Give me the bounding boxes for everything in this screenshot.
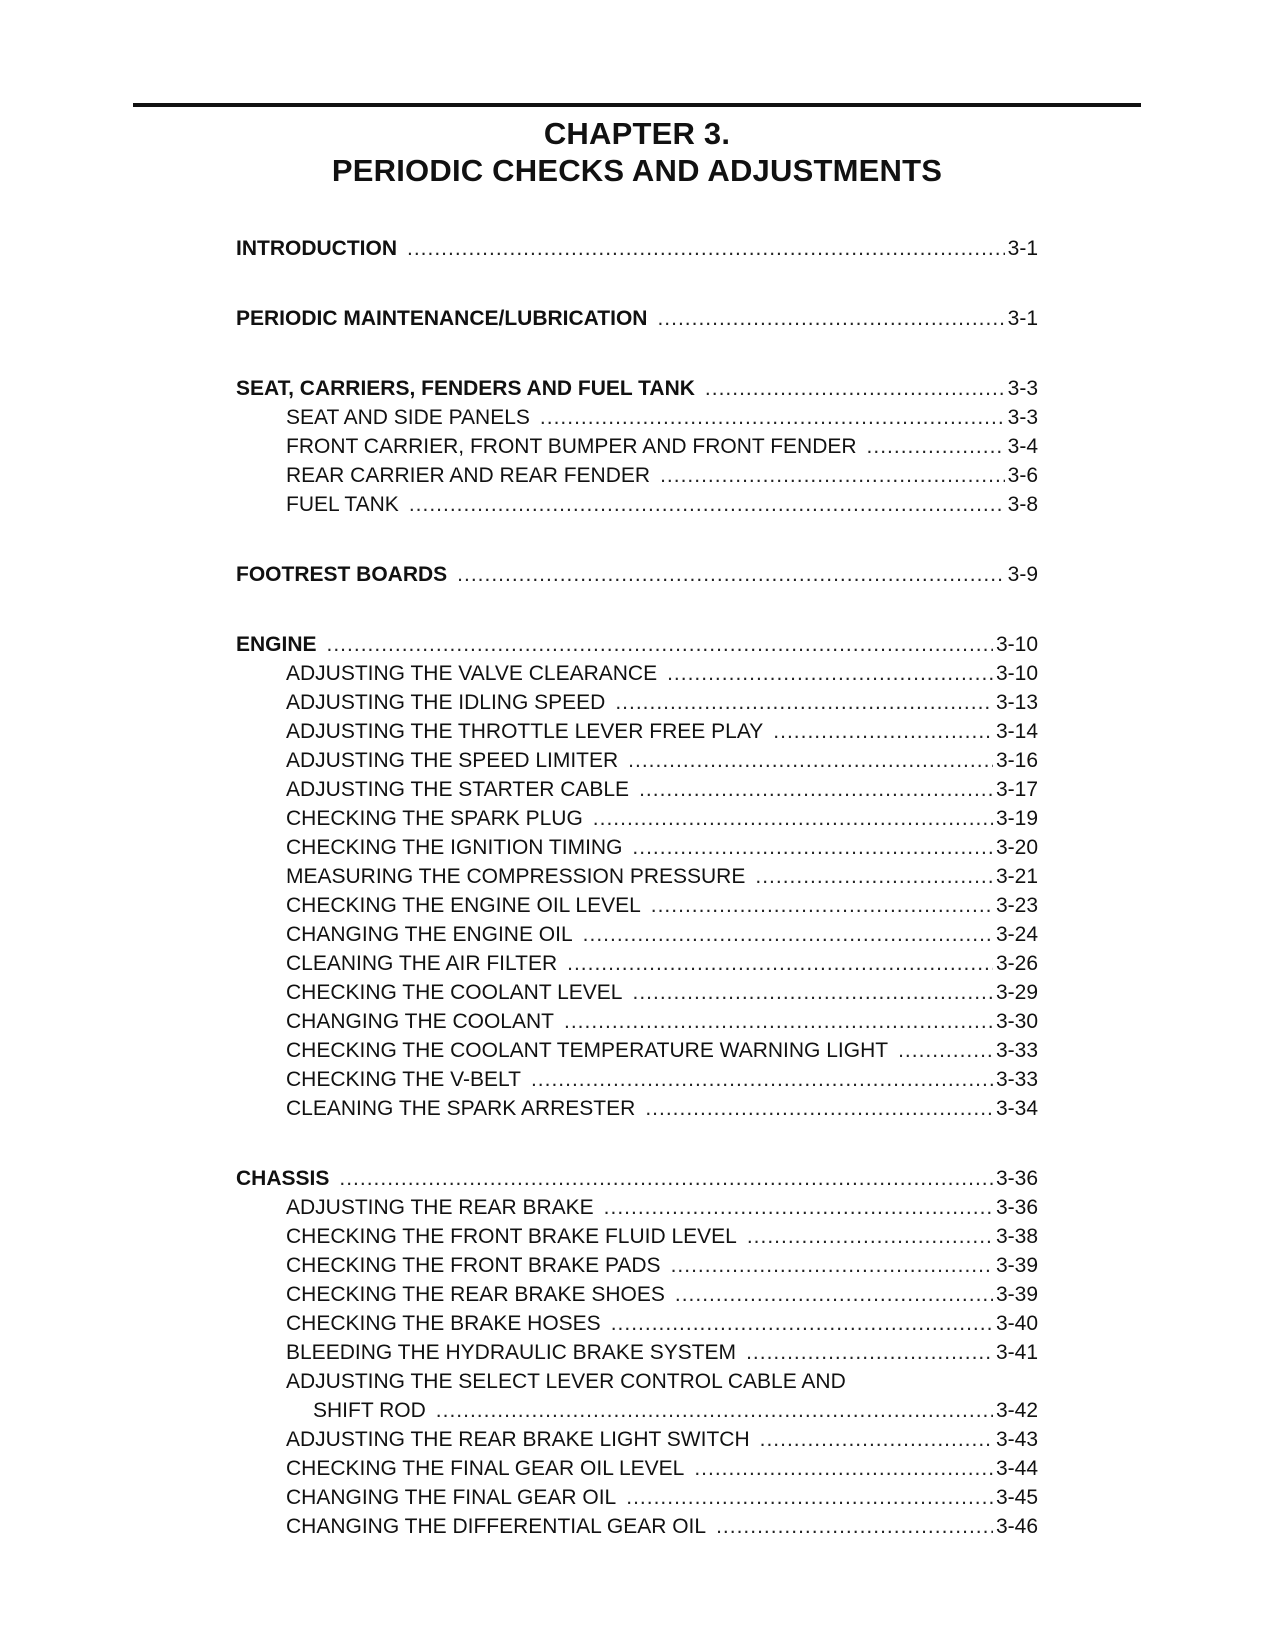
- dot-leader: [639, 775, 993, 804]
- dot-leader: [436, 1396, 993, 1425]
- chapter-number: CHAPTER 3.: [543, 116, 731, 151]
- toc-entry-label: CHECKING THE FRONT BRAKE FLUID LEVEL: [286, 1225, 737, 1248]
- toc-entry-page: 3-33: [995, 1039, 1038, 1062]
- toc-entry[interactable]: [236, 1036, 1038, 1065]
- dot-leader: [327, 630, 993, 659]
- dot-leader: [564, 1007, 993, 1036]
- toc-entry[interactable]: [236, 1007, 1038, 1036]
- toc-entry-page: 3-45: [995, 1486, 1038, 1509]
- toc-entry[interactable]: [236, 920, 1038, 949]
- dot-leader: [593, 804, 993, 833]
- toc-entry[interactable]: [236, 1367, 1038, 1396]
- toc-entry-page: 3-36: [995, 1167, 1038, 1190]
- toc-entry-label: ADJUSTING THE SPEED LIMITER: [286, 749, 619, 772]
- toc-entry-label: ADJUSTING THE IDLING SPEED: [286, 691, 606, 714]
- toc-entry-label: REAR CARRIER AND REAR FENDER: [286, 464, 651, 487]
- toc-section: [236, 234, 1038, 263]
- toc-entry-label: INTRODUCTION: [236, 237, 397, 260]
- toc-entry[interactable]: [236, 403, 1038, 432]
- dot-leader: [657, 304, 1004, 333]
- toc-entry-label: PERIODIC MAINTENANCE/LUBRICATION: [236, 307, 648, 330]
- toc-entry-label: ADJUSTING THE VALVE CLEARANCE: [286, 662, 658, 685]
- chapter-title: PERIODIC CHECKS AND ADJUSTMENTS: [331, 153, 943, 188]
- dot-leader: [531, 1065, 993, 1094]
- toc-entry[interactable]: [236, 1309, 1038, 1338]
- toc-section-heading[interactable]: [236, 1164, 1038, 1193]
- toc-entry[interactable]: [236, 775, 1038, 804]
- toc-entry[interactable]: [236, 804, 1038, 833]
- toc-entry[interactable]: [236, 432, 1038, 461]
- toc-entry[interactable]: [236, 659, 1038, 688]
- dot-leader: [667, 659, 993, 688]
- toc-entry[interactable]: [236, 1222, 1038, 1251]
- toc-entry-label: ADJUSTING THE SELECT LEVER CONTROL CABLE AND: [286, 1370, 846, 1393]
- toc-entry-label: ADJUSTING THE THROTTLE LEVER FREE PLAY: [286, 720, 764, 743]
- dot-leader: [675, 1280, 993, 1309]
- dot-leader: [746, 1338, 993, 1367]
- toc-entry[interactable]: [236, 490, 1038, 519]
- dot-leader: [755, 862, 993, 891]
- toc-entry-page: 3-10: [995, 662, 1038, 685]
- toc-entry-page: 3-3: [1007, 377, 1038, 400]
- toc-entry-page: 3-23: [995, 894, 1038, 917]
- dot-leader: [660, 461, 1005, 490]
- toc-entry-label: CHECKING THE REAR BRAKE SHOES: [286, 1283, 665, 1306]
- toc-entry-page: 3-29: [995, 981, 1038, 1004]
- toc-entry-label: CHANGING THE DIFFERENTIAL GEAR OIL: [286, 1515, 707, 1538]
- toc-entry-label: CHECKING THE ENGINE OIL LEVEL: [286, 894, 641, 917]
- toc-entry-label: CHECKING THE BRAKE HOSES: [286, 1312, 601, 1335]
- toc-entry-page: 3-33: [995, 1068, 1038, 1091]
- toc-entry-label: CLEANING THE AIR FILTER: [286, 952, 558, 975]
- dot-leader: [867, 432, 1005, 461]
- dot-leader: [407, 234, 1005, 263]
- dot-leader: [705, 374, 1005, 403]
- toc-section-heading[interactable]: [236, 630, 1038, 659]
- toc-entry[interactable]: [236, 1065, 1038, 1094]
- toc-entry-page: 3-21: [995, 865, 1038, 888]
- toc-entry[interactable]: [236, 461, 1038, 490]
- toc-entry-page: 3-1: [1007, 307, 1038, 330]
- dot-leader: [773, 717, 993, 746]
- dot-leader: [626, 1483, 993, 1512]
- toc-section: [236, 560, 1038, 589]
- toc-entry-label: CHANGING THE FINAL GEAR OIL: [286, 1486, 617, 1509]
- toc-entry[interactable]: [236, 1454, 1038, 1483]
- dot-leader: [615, 688, 993, 717]
- toc-entry-page: 3-17: [995, 778, 1038, 801]
- toc-entry-label: SEAT, CARRIERS, FENDERS AND FUEL TANK: [236, 377, 695, 400]
- dot-leader: [567, 949, 993, 978]
- toc-section: [236, 374, 1038, 519]
- toc-entry-continuation[interactable]: [236, 1396, 1038, 1425]
- toc-entry-page: 3-14: [995, 720, 1038, 743]
- toc-entry-page: 3-44: [995, 1457, 1038, 1480]
- toc-entry[interactable]: [236, 717, 1038, 746]
- toc-entry-page: 3-4: [1007, 435, 1038, 458]
- toc-entry-page: 3-6: [1007, 464, 1038, 487]
- dot-leader: [604, 1193, 993, 1222]
- toc-entry-label: CHECKING THE FINAL GEAR OIL LEVEL: [286, 1457, 685, 1480]
- toc-entry-label: CHASSIS: [236, 1167, 330, 1190]
- toc-entry[interactable]: [236, 688, 1038, 717]
- toc-entry-page: 3-43: [995, 1428, 1038, 1451]
- dot-leader: [645, 1094, 993, 1123]
- dot-leader: [671, 1251, 993, 1280]
- toc-entry-page: 3-10: [995, 633, 1038, 656]
- dot-leader: [898, 1036, 993, 1065]
- toc-entry[interactable]: [236, 891, 1038, 920]
- table-of-contents: [236, 234, 1038, 1582]
- dot-leader: [339, 1164, 993, 1193]
- toc-entry[interactable]: [236, 1425, 1038, 1454]
- toc-entry-label: ENGINE: [236, 633, 317, 656]
- toc-entry-page: 3-1: [1007, 237, 1038, 260]
- toc-entry[interactable]: [236, 862, 1038, 891]
- toc-section-heading[interactable]: [236, 304, 1038, 333]
- toc-entry-page: 3-20: [995, 836, 1038, 859]
- toc-entry[interactable]: [236, 1483, 1038, 1512]
- toc-entry[interactable]: [236, 978, 1038, 1007]
- dot-leader: [694, 1454, 993, 1483]
- toc-entry[interactable]: [236, 1280, 1038, 1309]
- toc-entry-label: ADJUSTING THE REAR BRAKE: [286, 1196, 594, 1219]
- toc-entry-label: FUEL TANK: [286, 493, 399, 516]
- dot-leader: [409, 490, 1005, 519]
- toc-entry-page: 3-9: [1007, 563, 1038, 586]
- dot-leader: [457, 560, 1004, 589]
- toc-entry-label: CHECKING THE SPARK PLUG: [286, 807, 583, 830]
- dot-leader: [716, 1512, 993, 1541]
- toc-entry[interactable]: [236, 1094, 1038, 1123]
- top-rule: [133, 103, 1141, 107]
- dot-leader: [747, 1222, 993, 1251]
- toc-entry-label: SHIFT ROD: [313, 1399, 426, 1422]
- toc-section: [236, 304, 1038, 333]
- toc-entry-page: 3-13: [995, 691, 1038, 714]
- toc-entry[interactable]: [236, 1193, 1038, 1222]
- toc-section-heading[interactable]: [236, 234, 1038, 263]
- toc-entry[interactable]: [236, 949, 1038, 978]
- toc-entry-page: 3-19: [995, 807, 1038, 830]
- dot-leader: [628, 746, 993, 775]
- toc-entry-label: SEAT AND SIDE PANELS: [286, 406, 530, 429]
- toc-entry-page: 3-30: [995, 1010, 1038, 1033]
- toc-entry-page: 3-38: [995, 1225, 1038, 1248]
- toc-entry-page: 3-24: [995, 923, 1038, 946]
- toc-entry-page: 3-39: [995, 1283, 1038, 1306]
- toc-section: [236, 630, 1038, 1123]
- toc-entry-label: CHECKING THE V-BELT: [286, 1068, 521, 1091]
- toc-entry[interactable]: [236, 1512, 1038, 1541]
- toc-entry-page: 3-41: [995, 1341, 1038, 1364]
- toc-entry-label: ADJUSTING THE REAR BRAKE LIGHT SWITCH: [286, 1428, 750, 1451]
- toc-entry[interactable]: [236, 1251, 1038, 1280]
- toc-entry-label: FOOTREST BOARDS: [236, 563, 448, 586]
- dot-leader: [760, 1425, 993, 1454]
- toc-entry-page: 3-46: [995, 1515, 1038, 1538]
- toc-entry-page: 3-16: [995, 749, 1038, 772]
- toc-entry-page: 3-34: [995, 1097, 1038, 1120]
- toc-entry-label: MEASURING THE COMPRESSION PRESSURE: [286, 865, 746, 888]
- toc-entry-page: 3-39: [995, 1254, 1038, 1277]
- toc-entry-label: CHECKING THE COOLANT TEMPERATURE WARNING LIGHT: [286, 1039, 889, 1062]
- toc-entry-label: CLEANING THE SPARK ARRESTER: [286, 1097, 636, 1120]
- dot-leader: [632, 833, 993, 862]
- dot-leader: [611, 1309, 993, 1338]
- toc-entry-page: 3-36: [995, 1196, 1038, 1219]
- toc-entry[interactable]: [236, 1338, 1038, 1367]
- toc-entry[interactable]: [236, 833, 1038, 862]
- toc-entry-page: 3-40: [995, 1312, 1038, 1335]
- dot-leader: [583, 920, 993, 949]
- toc-entry-page: 3-42: [995, 1399, 1038, 1422]
- toc-entry-label: CHECKING THE COOLANT LEVEL: [286, 981, 623, 1004]
- toc-entry-label: BLEEDING THE HYDRAULIC BRAKE SYSTEM: [286, 1341, 737, 1364]
- toc-entry-label: CHECKING THE IGNITION TIMING: [286, 836, 623, 859]
- toc-entry-page: 3-26: [995, 952, 1038, 975]
- toc-entry-label: CHECKING THE FRONT BRAKE PADS: [286, 1254, 661, 1277]
- toc-entry-label: CHANGING THE COOLANT: [286, 1010, 554, 1033]
- toc-section-heading[interactable]: [236, 374, 1038, 403]
- toc-entry-page: 3-3: [1007, 406, 1038, 429]
- toc-entry-label: CHANGING THE ENGINE OIL: [286, 923, 573, 946]
- dot-leader: [632, 978, 992, 1007]
- toc-entry-page: 3-8: [1007, 493, 1038, 516]
- dot-leader: [540, 403, 1005, 432]
- toc-section: [236, 1164, 1038, 1541]
- toc-entry[interactable]: [236, 746, 1038, 775]
- dot-leader: [651, 891, 993, 920]
- toc-section-heading[interactable]: [236, 560, 1038, 589]
- toc-entry-label: FRONT CARRIER, FRONT BUMPER AND FRONT FENDER: [286, 435, 857, 458]
- toc-entry-label: ADJUSTING THE STARTER CABLE: [286, 778, 630, 801]
